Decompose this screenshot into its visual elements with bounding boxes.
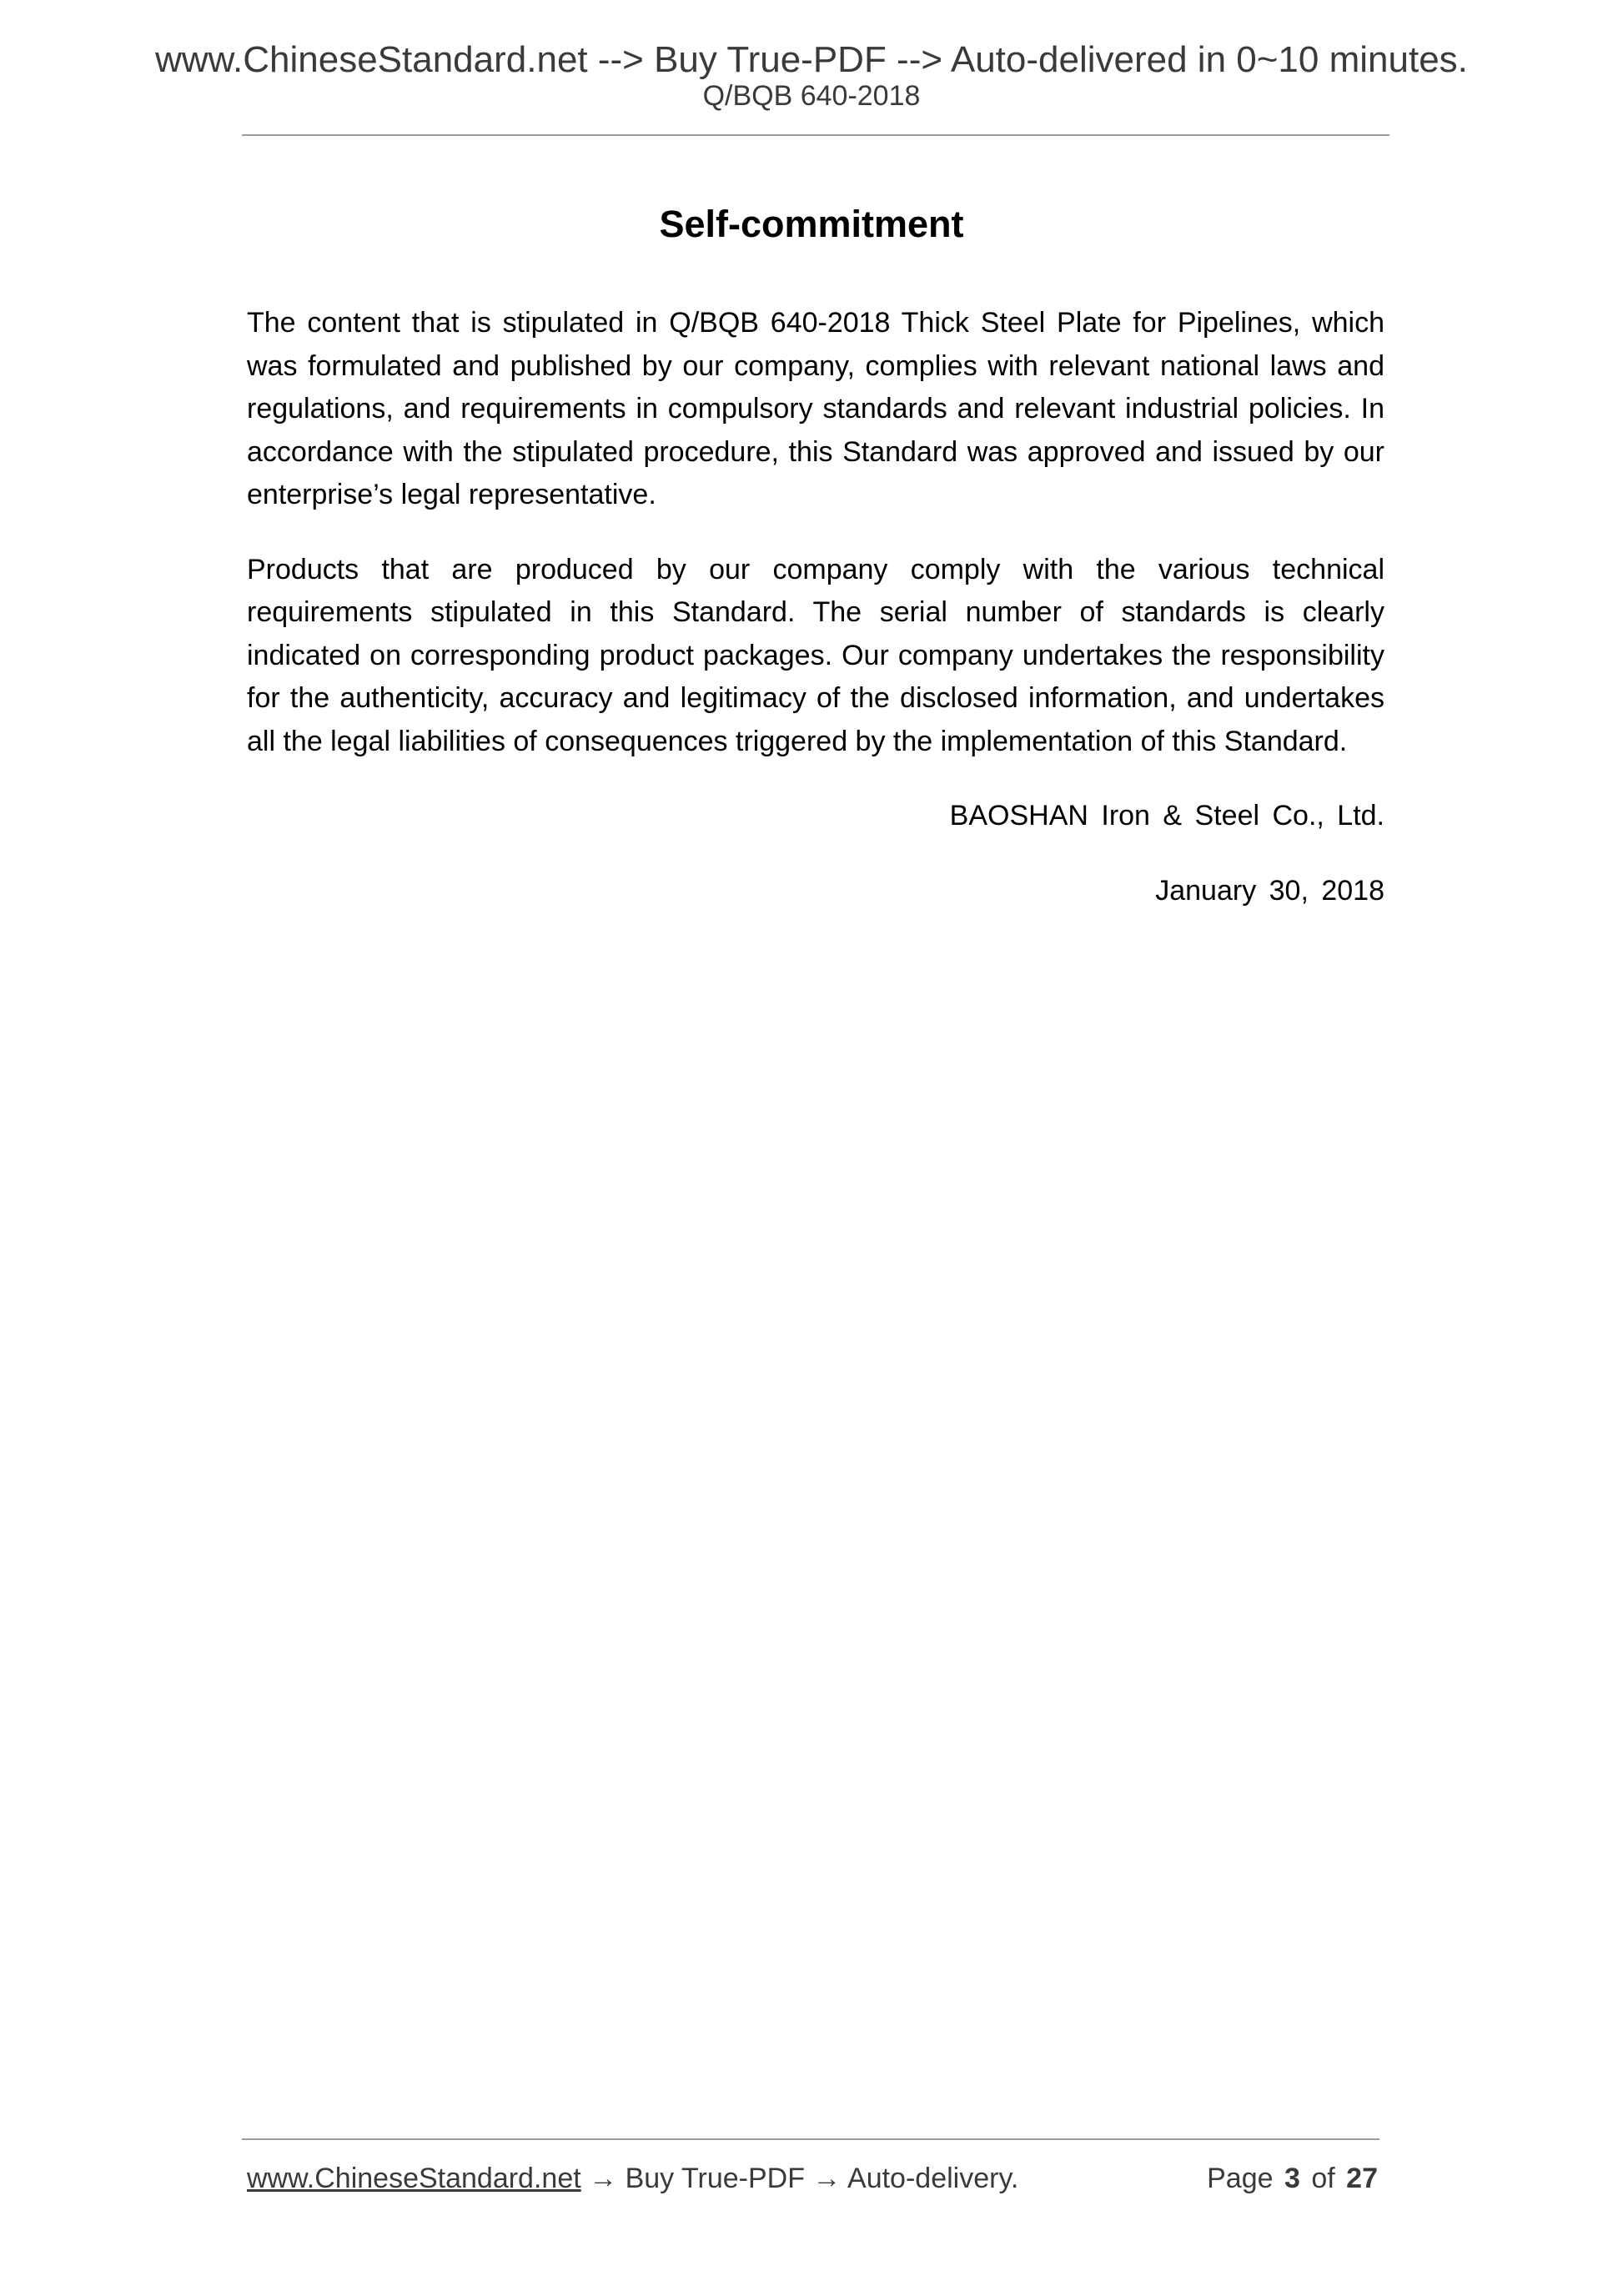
page-current: 3 <box>1284 2163 1300 2194</box>
page-of-label: of <box>1311 2163 1335 2194</box>
footer-site-link[interactable]: www.ChineseStandard.net <box>247 2163 581 2194</box>
page-total: 27 <box>1346 2163 1378 2194</box>
page-title: Self-commitment <box>659 203 964 245</box>
footer-divider <box>242 2138 1379 2140</box>
footer-buy-text: Buy True-PDF <box>625 2163 805 2194</box>
site-banner: www.ChineseStandard.net --> Buy True-PDF --> Auto-delivered in 0~10 minutes. <box>155 39 1468 80</box>
paragraph-2: Products that are produced by our company comply with the various technical requirements stipulated in this Standard. The serial number of standards is clearly indicated on corresponding product packages. Our company undertakes the responsibility for the authenticity, accuracy and legitimacy of the disclosed information, and undertakes all the legal liabilities of consequences triggered by the implementation of this Standard. <box>247 553 1384 757</box>
footer-promo <box>247 2159 1018 2198</box>
footer-delivery-text: Auto-delivery. <box>847 2163 1019 2194</box>
footer-arrow-2: → <box>804 2163 848 2194</box>
company-signature: BAOSHAN Iron & Steel Co., Ltd. <box>949 800 1384 831</box>
document-body <box>247 302 1384 944</box>
page-footer <box>247 2159 1378 2198</box>
signature-date: January 30, 2018 <box>1155 874 1384 907</box>
header-divider <box>242 134 1389 136</box>
document-code: Q/BQB 640-2018 <box>702 80 921 112</box>
footer-arrow-1: → <box>580 2163 626 2194</box>
page-number <box>1207 2159 1378 2198</box>
paragraph-1: The content that is stipulated in Q/BQB 640-2018 Thick Steel Plate for Pipelines, which was formulated and published by our company, complies with relevant national laws and regulations, and requirements in compulsory standards and relevant industrial policies. In accordance with the stipulated procedure, this Standard was approved and issued by our enterprise’s legal representative. <box>247 307 1384 510</box>
page-label: Page <box>1207 2163 1274 2194</box>
